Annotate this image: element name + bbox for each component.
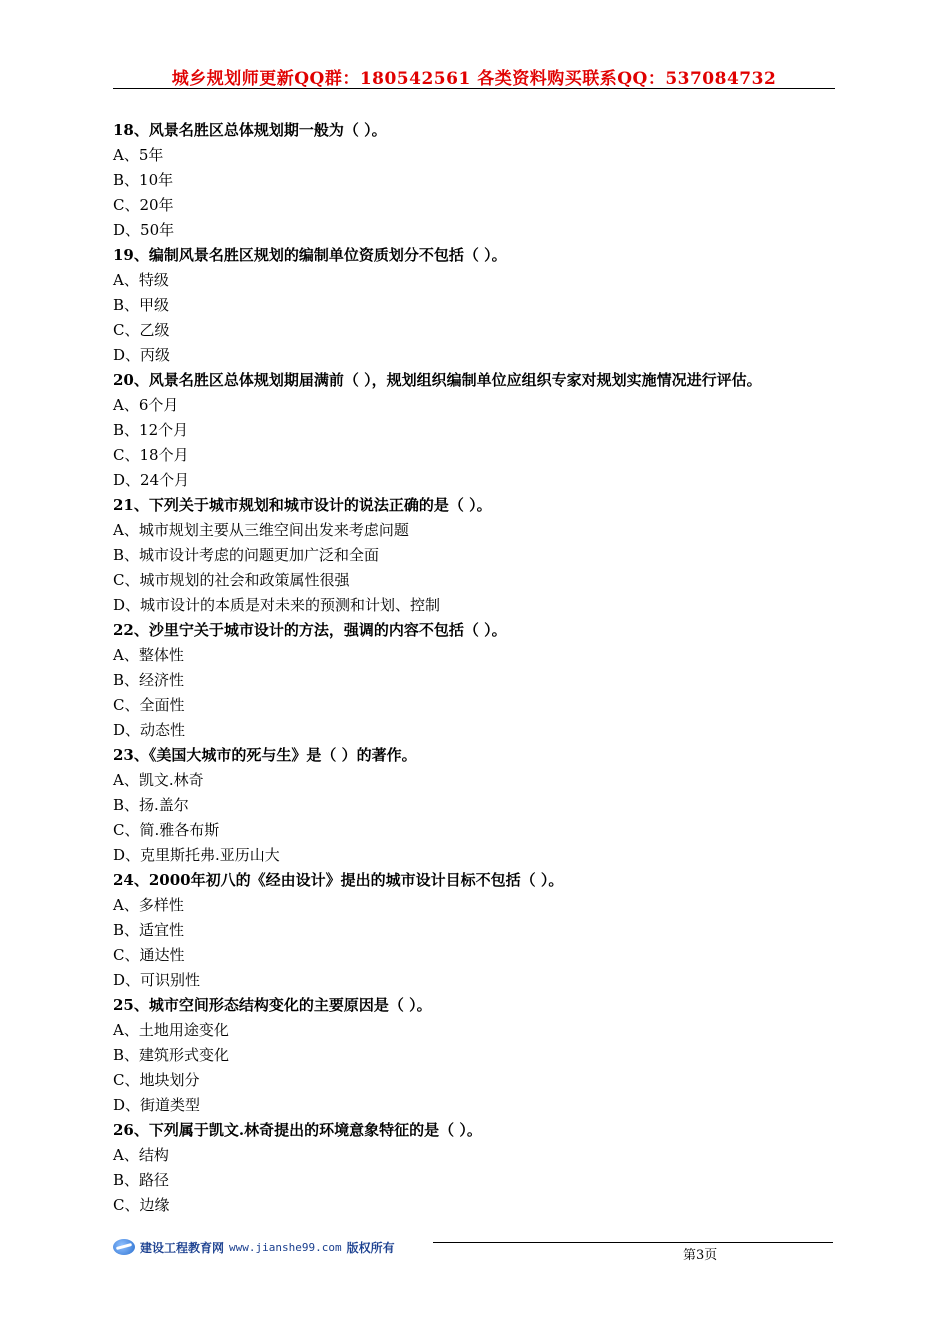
question-block xyxy=(113,618,843,743)
answer-option: A、多样性 xyxy=(113,896,184,914)
globe-logo-icon xyxy=(113,1239,135,1255)
answer-option: B、甲级 xyxy=(113,296,170,314)
question-title: 20、风景名胜区总体规划期届满前（ ），规划组织编制单位应组织专家对规划实施情况进行评估。 xyxy=(113,371,762,389)
footer-rights: 版权所有 xyxy=(346,1240,395,1255)
answer-option: A、土地用途变化 xyxy=(113,1021,229,1039)
footer-branding xyxy=(113,1236,395,1258)
answer-option: B、10年 xyxy=(113,171,174,189)
answer-option: C、通达性 xyxy=(113,946,185,964)
answer-option: D、克里斯托弗.亚历山大 xyxy=(113,846,280,864)
answer-option: B、经济性 xyxy=(113,671,185,689)
answer-option: B、12个月 xyxy=(113,421,189,439)
question-block xyxy=(113,118,843,243)
question-title: 23、《美国大城市的死与生》是（ ）的著作。 xyxy=(113,746,417,764)
question-block xyxy=(113,743,843,868)
question-title: 24、2000年初八的《经由设计》提出的城市设计目标不包括（ ）。 xyxy=(113,871,564,889)
answer-option: D、丙级 xyxy=(113,346,171,364)
answer-option: D、城市设计的本质是对未来的预测和计划、控制 xyxy=(113,596,441,614)
question-list xyxy=(113,118,843,1218)
question-block xyxy=(113,368,843,493)
answer-option: D、街道类型 xyxy=(113,1096,201,1114)
answer-option: C、城市规划的社会和政策属性很强 xyxy=(113,571,350,589)
question-title: 22、沙里宁关于城市设计的方法，强调的内容不包括（ ）。 xyxy=(113,621,507,639)
answer-option: D、24个月 xyxy=(113,471,190,489)
answer-option: D、可识别性 xyxy=(113,971,201,989)
answer-option: A、城市规划主要从三维空间出发来考虑问题 xyxy=(113,521,409,539)
question-title: 25、城市空间形态结构变化的主要原因是（ ）。 xyxy=(113,996,432,1014)
footer-site-name: 建设工程教育网 xyxy=(140,1240,225,1255)
answer-option: C、边缘 xyxy=(113,1196,170,1214)
question-block xyxy=(113,493,843,618)
answer-option: B、适宜性 xyxy=(113,921,185,939)
answer-option: A、5年 xyxy=(113,146,164,164)
answer-option: C、18个月 xyxy=(113,446,189,464)
answer-option: C、简.雅各布斯 xyxy=(113,821,220,839)
answer-option: B、城市设计考虑的问题更加广泛和全面 xyxy=(113,546,380,564)
answer-option: D、动态性 xyxy=(113,721,186,739)
answer-option: A、6个月 xyxy=(113,396,179,414)
answer-option: C、20年 xyxy=(113,196,174,214)
question-block xyxy=(113,993,843,1118)
answer-option: A、整体性 xyxy=(113,646,184,664)
answer-option: A、特级 xyxy=(113,271,169,289)
answer-option: D、50年 xyxy=(113,221,175,239)
answer-option: A、凯文.林奇 xyxy=(113,771,204,789)
answer-option: C、乙级 xyxy=(113,321,170,339)
question-block xyxy=(113,243,843,368)
answer-option: B、路径 xyxy=(113,1171,170,1189)
question-block xyxy=(113,1118,843,1218)
page-header: 城乡规划师更新QQ群：180542561 各类资料购买联系QQ：537084732 xyxy=(171,69,777,89)
header-divider xyxy=(113,88,835,89)
question-block xyxy=(113,868,843,993)
answer-option: A、结构 xyxy=(113,1146,169,1164)
page-number: 第3页 xyxy=(683,1248,718,1263)
question-title: 26、下列属于凯文.林奇提出的环境意象特征的是（ ）。 xyxy=(113,1121,482,1139)
question-title: 19、编制风景名胜区规划的编制单位资质划分不包括（ ）。 xyxy=(113,246,507,264)
answer-option: C、全面性 xyxy=(113,696,185,714)
footer-divider xyxy=(433,1242,833,1243)
question-title: 18、风景名胜区总体规划期一般为（ ）。 xyxy=(113,121,387,139)
answer-option: B、建筑形式变化 xyxy=(113,1046,230,1064)
answer-option: C、地块划分 xyxy=(113,1071,200,1089)
answer-option: B、扬.盖尔 xyxy=(113,796,189,814)
footer-url[interactable]: www.jianshe99.com xyxy=(229,1240,342,1254)
question-title: 21、下列关于城市规划和城市设计的说法正确的是（ ）。 xyxy=(113,496,492,514)
